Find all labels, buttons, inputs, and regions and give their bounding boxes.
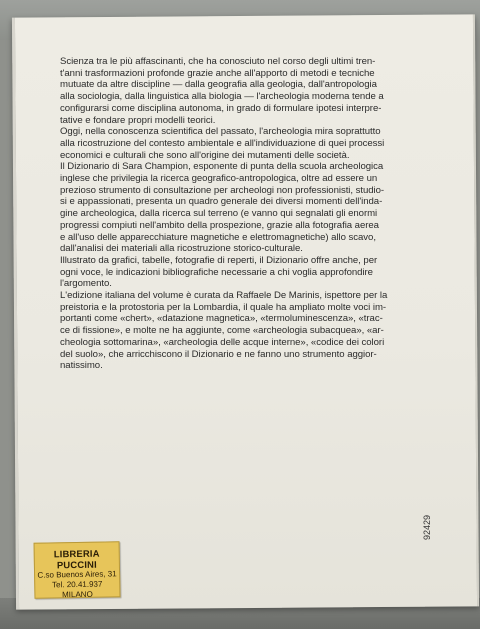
sticker-store-name: LIBRERIA PUCCINI	[53, 547, 100, 571]
blurb-line: gine archeologica, dalla ricerca sul terreno (e vanno qui segnalati gli enormi	[60, 208, 378, 220]
blurb-line: economici e culturali che sono all'origine dei mutamenti delle società.	[60, 149, 350, 161]
blurb-line: dall'analisi dei materiali alla ricostruzione storico-culturale.	[60, 243, 303, 255]
sticker-city: MILANO	[62, 589, 93, 599]
blurb-line: alla ricostruzione del contesto ambientale e all'individuazione di quei processi	[60, 137, 385, 149]
blurb-line: t'anni trasformazioni profonde grazie anche all'apporto di metodi e tecniche	[60, 67, 375, 79]
blurb-line: l'argomento.	[60, 278, 112, 290]
blurb-line: preistoria e la protostoria per la Lombardia, il quale ha ampliato molte voci im-	[60, 301, 387, 313]
blurb-line: alla sociologia, dalla linguistica alla biologia — l'archeologia moderna tende a	[60, 91, 384, 103]
blurb-line: prezioso strumento di consultazione per archeologi non professionisti, studio-	[60, 184, 385, 196]
back-cover-blurb	[60, 56, 430, 372]
blurb-line: natissimo.	[60, 360, 103, 372]
blurb-line: si e appassionati, presenta un quadro generale dei diversi momenti dell'inda-	[60, 196, 383, 208]
blurb-line: portanti come «chert», «datazione magnetica», «termoluminescenza», «trac-	[60, 313, 383, 325]
blurb-line: e all'uso delle apparecchiature magnetiche e elettromagnetiche) allo scavo,	[60, 231, 376, 243]
blurb-line: progressi compiuti nell'ambito della prospezione, grazie alla fotografia aerea	[60, 219, 379, 231]
blurb-line: L'edizione italiana del volume è curata da Raffaele De Marinis, ispettore per la	[60, 290, 388, 302]
sticker-address: C.so Buenos Aires, 31	[37, 569, 117, 580]
blurb-line: mutuate da altre discipline — dalla geografia alla geologia, dall'antropologia	[60, 79, 377, 91]
blurb-line: Illustrato da grafici, tabelle, fotografie di reperti, il Dizionario offre anche, per	[60, 254, 378, 266]
blurb-line: cheologia sottomarina», «archeologia delle acque interne», «codice dei colori	[60, 336, 385, 348]
blurb-line: ce di fissione», e molte ne ha aggiunte, come «archeologia subacquea», «ar-	[60, 325, 384, 337]
blurb-line: Oggi, nella conoscenza scientifica del passato, l'archeologia mira soprattutto	[60, 126, 381, 138]
blurb-line: ogni voce, le indicazioni bibliografiche necessarie a chi voglia approfondire	[60, 266, 373, 278]
blurb-line: Il Dizionario di Sara Champion, esponente di punta della scuola archeologica	[60, 161, 384, 173]
blurb-line: inglese che privilegia la ricerca geografico-antropologica, oltre ad essere un	[60, 173, 378, 185]
blurb-line: configurarsi come disciplina autonoma, in grado di formulare ipotesi interpre-	[60, 102, 382, 114]
blurb-line: del suolo», che arricchiscono il Dizionario e ne fanno uno strumento aggior-	[60, 348, 377, 360]
sticker-phone: Tel. 20.41.937	[52, 579, 103, 590]
blurb-line: Scienza tra le più affascinanti, che ha conosciuto nel corso degli ultimi tren-	[60, 56, 376, 67]
catalog-number: 92429	[422, 514, 432, 540]
blurb-line: tative e fondare propri modelli teorici.	[60, 114, 216, 126]
bookstore-sticker	[34, 541, 121, 598]
